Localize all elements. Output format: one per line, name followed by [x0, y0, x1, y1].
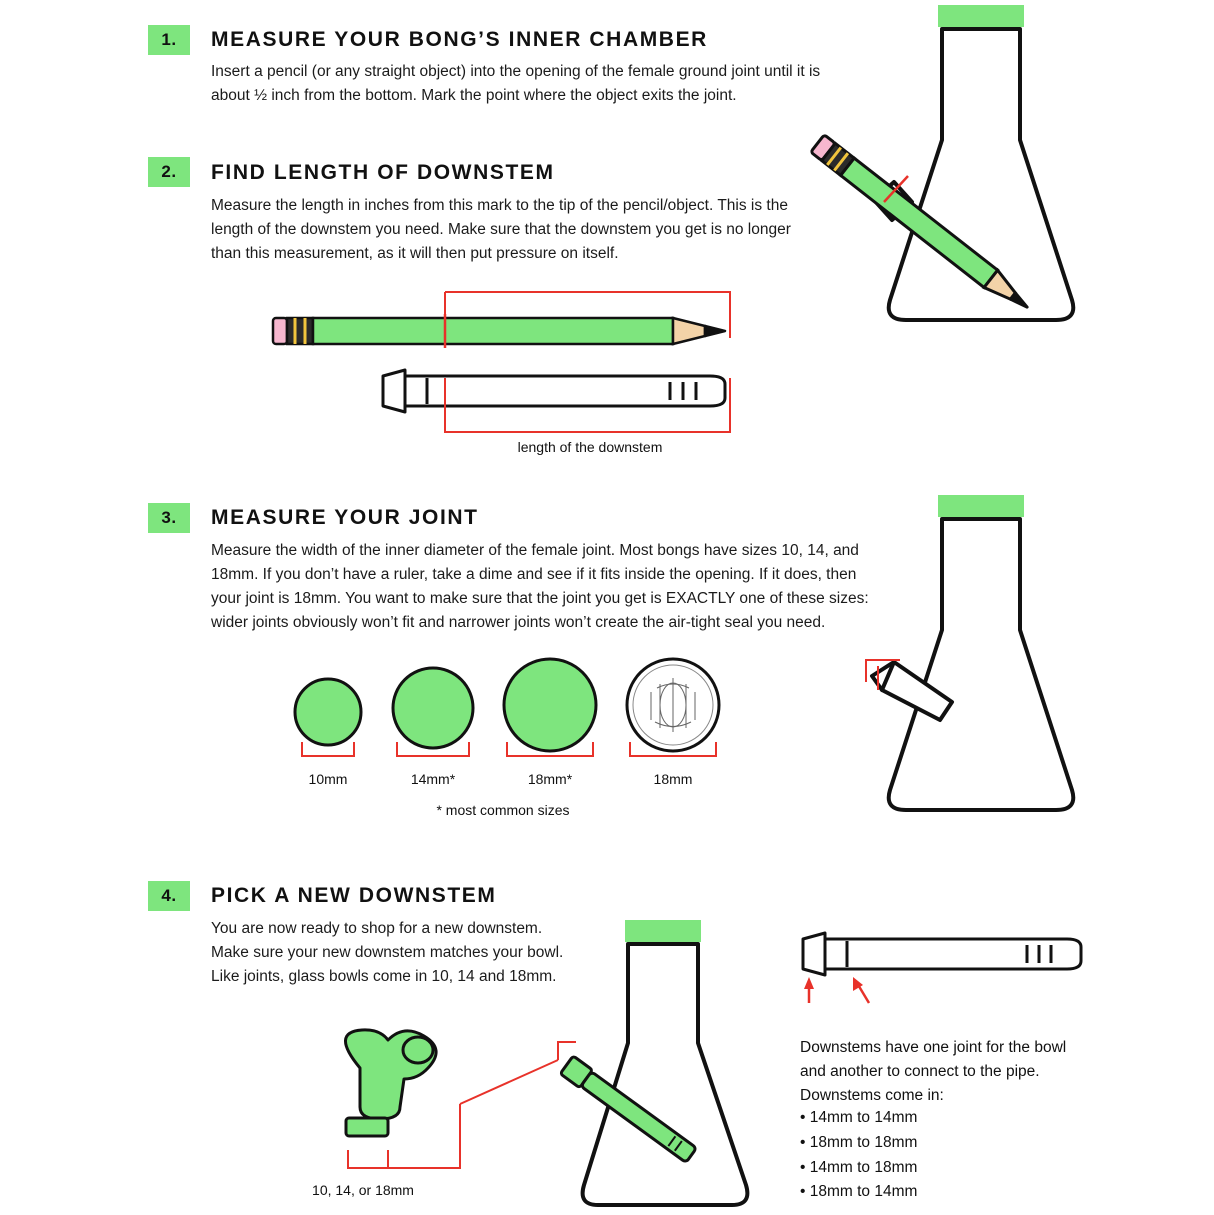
bong-illustration-top — [860, 0, 1110, 345]
bong-illustration-bowl — [570, 915, 770, 1215]
downstem-joints-diagram — [795, 925, 1095, 1005]
downstem-combination-list — [800, 1106, 917, 1205]
list-item: • 18mm to 14mm — [800, 1183, 918, 1201]
step-number-3: 3. — [148, 503, 190, 533]
step-body-3: Measure the width of the inner diameter of the female joint. Most bongs have sizes 10, 14, and 18mm. If you don’t have a ruler, take a dime and see if it fits inside the opening. If it does, then your joint is 18mm. You want to make sure that the joint you get is EXACTLY one of these sizes: wider joints obviously won’t fit and narrower joints won’t create the air-tight seal you need. — [211, 542, 869, 632]
joint-size-circles — [285, 660, 735, 770]
size-label-dime: 18mm — [653, 771, 693, 787]
step-title-2: FIND LENGTH OF DOWNSTEM — [211, 161, 555, 184]
bowl-sizes-caption: 10, 14, or 18mm — [312, 1182, 414, 1198]
step-number-1: 1. — [148, 25, 190, 55]
glass-bowl-diagram — [300, 1020, 600, 1200]
common-sizes-note: * most common sizes — [436, 802, 570, 818]
step-number-4: 4. — [148, 881, 190, 911]
size-label-10mm: 10mm — [308, 771, 348, 787]
list-item: • 18mm to 18mm — [800, 1133, 918, 1151]
step-title-1: MEASURE YOUR BONG’S INNER CHAMBER — [211, 28, 708, 51]
downstem-length-caption: length of the downstem — [517, 439, 663, 455]
downstem-info-line1: Downstems have one joint for the bowl — [800, 1039, 1067, 1056]
size-label-18mm: 18mm* — [527, 771, 573, 787]
downstem-info-line2: and another to connect to the pipe. — [800, 1063, 1040, 1080]
size-label-14mm: 14mm* — [410, 771, 456, 787]
step-body-1: Insert a pencil (or any straight object) into the opening of the female ground joint until it is about ½ inch from the bottom. Mark the point where the object exits the joint. — [211, 63, 821, 105]
list-item: • 14mm to 14mm — [800, 1109, 918, 1126]
step-body-2: Measure the length in inches from this mark to the tip of the pencil/object. This is the length of the downstem you need. Make sure that the downstem you get is no longer than this measurement, as it will then put pressure on itself. — [211, 197, 791, 263]
step-title-4: PICK A NEW DOWNSTEM — [211, 884, 497, 907]
pencil-downstem-measure-diagram — [255, 280, 755, 460]
bong-illustration-joint — [860, 490, 1110, 830]
downstem-info-line3: Downstems come in: — [800, 1087, 944, 1104]
list-item: • 14mm to 18mm — [800, 1158, 918, 1176]
step-title-3: MEASURE YOUR JOINT — [211, 506, 479, 529]
step-body-4: You are now ready to shop for a new downstem. Make sure your new downstem matches your bowl. Like joints, glass bowls come in 10, 14 and 18mm. — [211, 920, 564, 986]
step-number-2: 2. — [148, 157, 190, 187]
